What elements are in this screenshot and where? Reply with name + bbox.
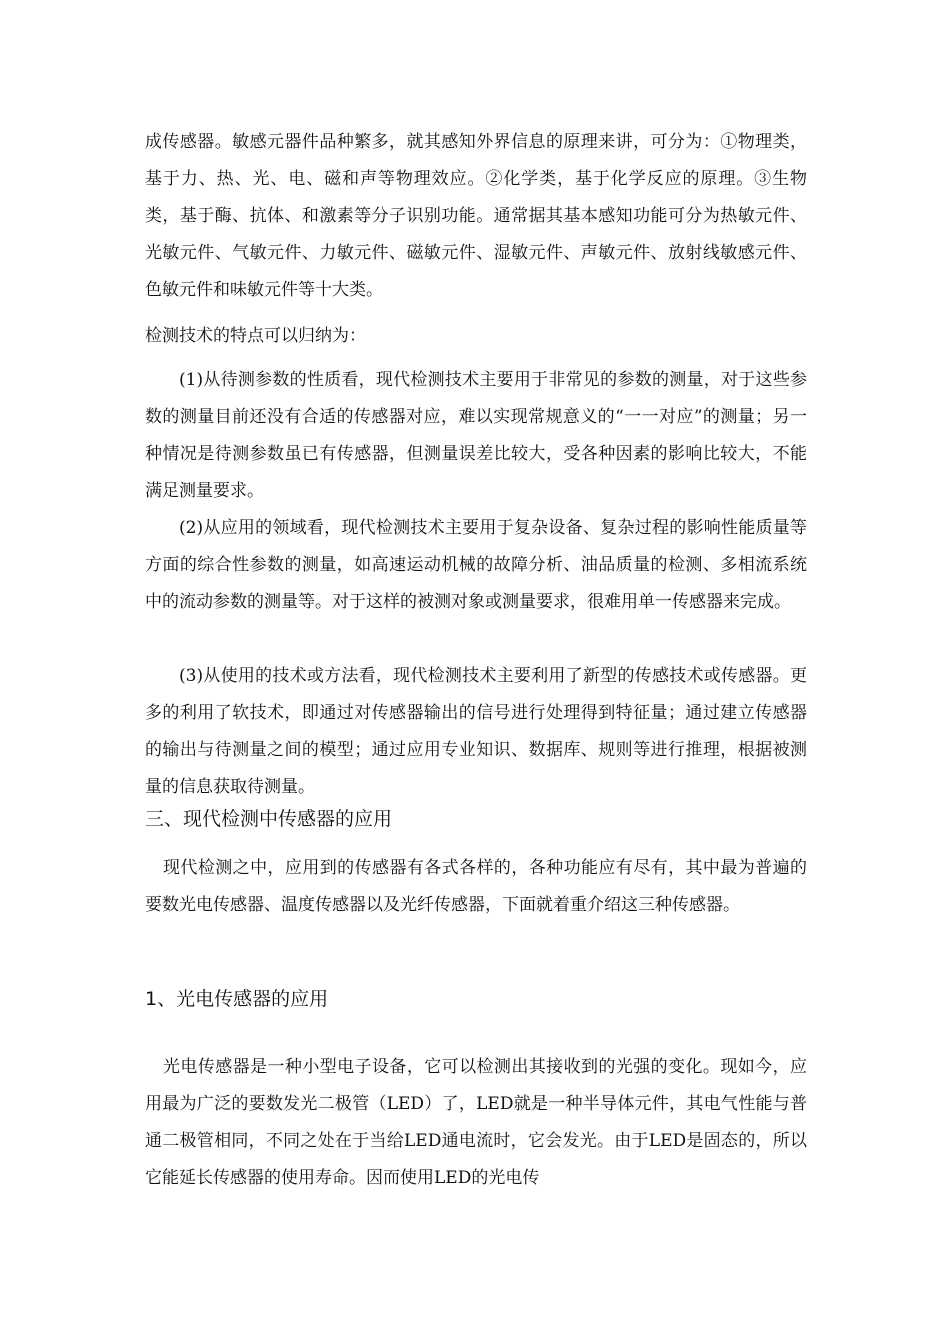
paragraph-feature-1: (1)从待测参数的性质看，现代检测技术主要用于非常见的参数的测量，对于这些参数的测量目前还没有合适的传感器对应，难以实现常规意义的“一一对应”的测量；另一种情况是待测参数虽已有传感器，但测量误差比较大，受各种因素的影响比较大，不能满足测量要求。 <box>145 370 807 501</box>
paragraph-feature-2: (2)从应用的领域看，现代检测技术主要用于复杂设备、复杂过程的影响性能质量等方面的综合性参数的测量，如高速运动机械的故障分析、油品质量的检测、多相流系统中的流动参数的测量等。对于这样的被测对象或测量要求，很难用单一传感器来完成。 <box>145 518 807 612</box>
section-heading-3: 三、现代检测中传感器的应用 <box>145 808 393 830</box>
paragraph-photoelectric-sensor: 光电传感器是一种小型电子设备，它可以检测出其接收到的光强的变化。现如今，应用最为广泛的要数发光二极管（LED）了，LED就是一种半导体元件，其电气性能与普通二极管相同，不同之处在于当给LED通电流时，它会发光。由于LED是固态的，所以它能延长传感器的使用寿命。因而使用LED的光电传 <box>145 1057 807 1188</box>
paragraph-sensor-overview: 现代检测之中，应用到的传感器有各式各样的，各种功能应有尽有，其中最为普遍的要数光电传感器、温度传感器以及光纤传感器，下面就着重介绍这三种传感器。 <box>145 858 807 915</box>
paragraph-detection-features-intro: 检测技术的特点可以归纳为： <box>145 326 366 346</box>
paragraph-sensitive-elements: 成传感器。敏感元器件品种繁多，就其感知外界信息的原理来讲，可分为：①物理类，基于力、热、光、电、磁和声等物理效应。②化学类，基于化学反应的原理。③生物类，基于酶、抗体、和激素等分子识别功能。通常据其基本感知功能可分为热敏元件、光敏元件、气敏元件、力敏元件、磁敏元件、湿敏元件、声敏元件、放射线敏感元件、色敏元件和味敏元件等十大类。 <box>145 132 807 300</box>
subsection-heading-1: 1、光电传感器的应用 <box>145 988 329 1010</box>
paragraph-feature-3: (3)从使用的技术或方法看，现代检测技术主要利用了新型的传感技术或传感器。更多的利用了软技术，即通过对传感器输出的信号进行处理得到特征量；通过建立传感器的输出与待测量之间的模型；通过应用专业知识、数据库、规则等进行推理，根据被测量的信息获取待测量。 <box>145 666 807 797</box>
